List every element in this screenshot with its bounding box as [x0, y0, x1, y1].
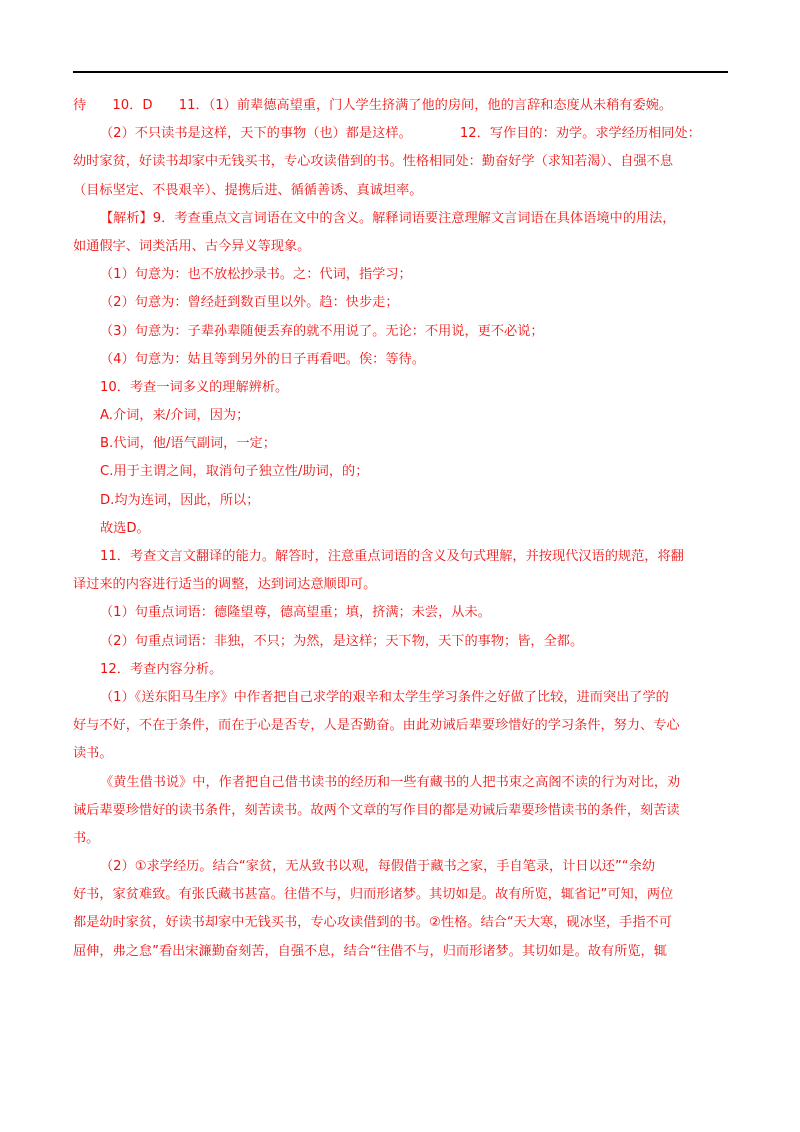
- analysis-12-line: 书。: [73, 830, 100, 846]
- analysis-11-line-1: 11．考查文言文翻译的能力。解答时，注意重点词语的含义及句式理解，并按现代汉语的规范，将翻: [100, 549, 684, 564]
- analysis-12-line: 好书，家贫难致。有张氏藏书甚富。往借不与，归而形诸梦。其切如是。故有所览，辄省记”可知，两位: [73, 887, 674, 903]
- document-body: [73, 92, 728, 966]
- answer-11-1: 11．（1）前辈德高望重，门人学生挤满了他的房间，他的言辞和态度从未稍有委婉。: [178, 98, 673, 113]
- analysis-9-item: （4）句意为：姑且等到另外的日子再看吧。俟：等待。: [100, 351, 425, 367]
- analysis-10-item: B.代词，他/语气副词，一定；: [100, 436, 276, 452]
- analysis-12-line: 都是幼时家贫，好读书却家中无钱买书，专心攻读借到的书。②性格。结合“天大寒，砚冰坚，手指不可: [73, 915, 672, 931]
- analysis-12-head: 12．考查内容分析。: [100, 661, 223, 677]
- answer-12: 12．写作目的：劝学。求学经历相同处：: [459, 126, 701, 142]
- analysis-9-item: （3）句意为：子辈孙辈随便丢弃的就不用说了。无论：不用说，更不必说；: [100, 323, 544, 339]
- analysis-9-line-2: 如通假字、词类活用、古今异义等现象。: [73, 238, 311, 254]
- analysis-9-item: （1）句意为：也不放松抄录书。之：代词，指学习；: [100, 267, 412, 283]
- analysis-11-line-2: 译过来的内容进行适当的调整，达到词达意顺即可。: [73, 577, 377, 593]
- analysis-10-head: 10．考查一词多义的理解辨析。: [100, 379, 289, 395]
- analysis-10-item: 故选D。: [100, 520, 150, 536]
- answer-line-3: 幼时家贫，好读书却家中无钱买书，专心攻读借到的书。性格相同处：勤奋好学（求知若渴）、自强不息: [73, 154, 674, 170]
- analysis-12-line: 好与不好，不在于条件，而在于心是否专，人是否勤奋。由此劝诫后辈要珍惜好的学习条件，努力、专心: [73, 718, 680, 734]
- analysis-12-line: 《黄生借书说》中，作者把自己借书读书的经历和一些有藏书的人把书束之高阁不读的行为对比，劝: [100, 774, 681, 790]
- analysis-12-line: 屈伸，弗之怠”看出宋濂勤奋刻苦，自强不息，结合“往借不与，归而形诸梦。其切如是。故有所览，辄: [73, 943, 667, 959]
- analysis-11-item: （1）句重点词语：德隆望尊，德高望重；填，挤满；未尝，从未。: [100, 605, 491, 621]
- answer-11-2: （2）不只读书是这样，天下的事物（也）都是这样。: [100, 126, 412, 142]
- answer-lead: 待: [73, 98, 87, 113]
- answer-line-2: [73, 120, 728, 148]
- analysis-12-line: （2）①求学经历。结合“家贫，无从致书以观，每假借于藏书之家，手自笔录，计日以还”“余幼: [100, 859, 656, 875]
- analysis-9-item: （2）句意为：曾经赶到数百里以外。趋：快步走；: [100, 295, 399, 311]
- answer-line-1: [73, 92, 728, 120]
- analysis-9-line-1: [73, 205, 728, 233]
- analysis-10-item: A.介词，来/介词，因为；: [100, 408, 250, 424]
- analysis-12-line: 读书。: [73, 746, 113, 762]
- analysis-12-line: 诫后辈要珍惜好的读书条件，刻苦读书。故两个文章的写作目的都是劝诫后辈要珍惜读书的条件，刻苦读: [73, 802, 680, 818]
- answer-line-4: （目标坚定、不畏艰辛）、提携后进、循循善诱、真诚坦率。: [73, 182, 423, 198]
- analysis-12-line: （1）《送东阳马生序》中作者把自己求学的艰辛和太学生学习条件之好做了比较，进而突出了学的: [100, 689, 669, 705]
- answer-10: 10．D: [112, 98, 153, 113]
- header-rule: [73, 71, 728, 73]
- analysis-9-text: 9．考查重点文言词语在文中的含义。解释词语要注意理解文言词语在具体语境中的用法，: [152, 210, 676, 226]
- analysis-10-item: D.均为连词，因此，所以；: [100, 492, 260, 508]
- analysis-11-item: （2）句重点词语：非独，不只；为然，是这样；天下物，天下的事物；皆，全都。: [100, 633, 584, 649]
- analysis-tag: 【解析】: [100, 210, 153, 226]
- analysis-10-item: C.用于主谓之间，取消句子独立性/助词，的；: [100, 464, 369, 480]
